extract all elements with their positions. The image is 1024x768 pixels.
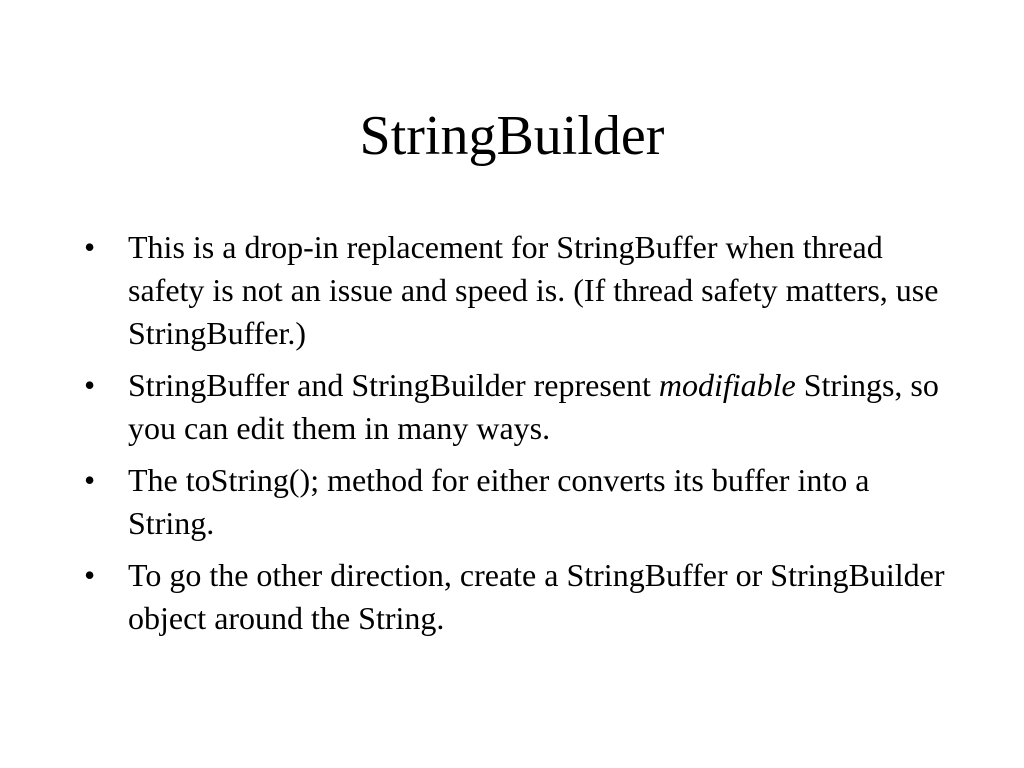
bullet-text-before: StringBuffer and StringBuilder represent bbox=[128, 367, 659, 403]
bullet-list bbox=[82, 226, 962, 649]
bullet-item-other-direction bbox=[82, 554, 962, 640]
bullet-item-modifiable-strings bbox=[82, 364, 962, 450]
bullet-text-after: Strings, so you can edit them in many ways. bbox=[128, 367, 939, 446]
bullet-dot-icon: • bbox=[84, 229, 96, 265]
bullet-item-tostring bbox=[82, 459, 962, 545]
bullet-dot-icon: • bbox=[84, 367, 96, 403]
bullet-text: To go the other direction, create a StringBuffer or StringBuilder object around the String. bbox=[128, 557, 945, 636]
bullet-dot-icon: • bbox=[84, 557, 96, 593]
bullet-item-drop-in-replacement bbox=[82, 226, 962, 355]
bullet-text: The toString(); method for either converts its buffer into a String. bbox=[128, 462, 870, 541]
bullet-text: This is a drop-in replacement for StringBuffer when thread safety is not an issue and speed is. (If thread safety matters, use StringBuffer.) bbox=[128, 229, 939, 351]
bullet-emphasis: modifiable bbox=[658, 367, 796, 403]
slide-title: StringBuilder bbox=[359, 105, 665, 167]
bullet-dot-icon: • bbox=[84, 462, 96, 498]
